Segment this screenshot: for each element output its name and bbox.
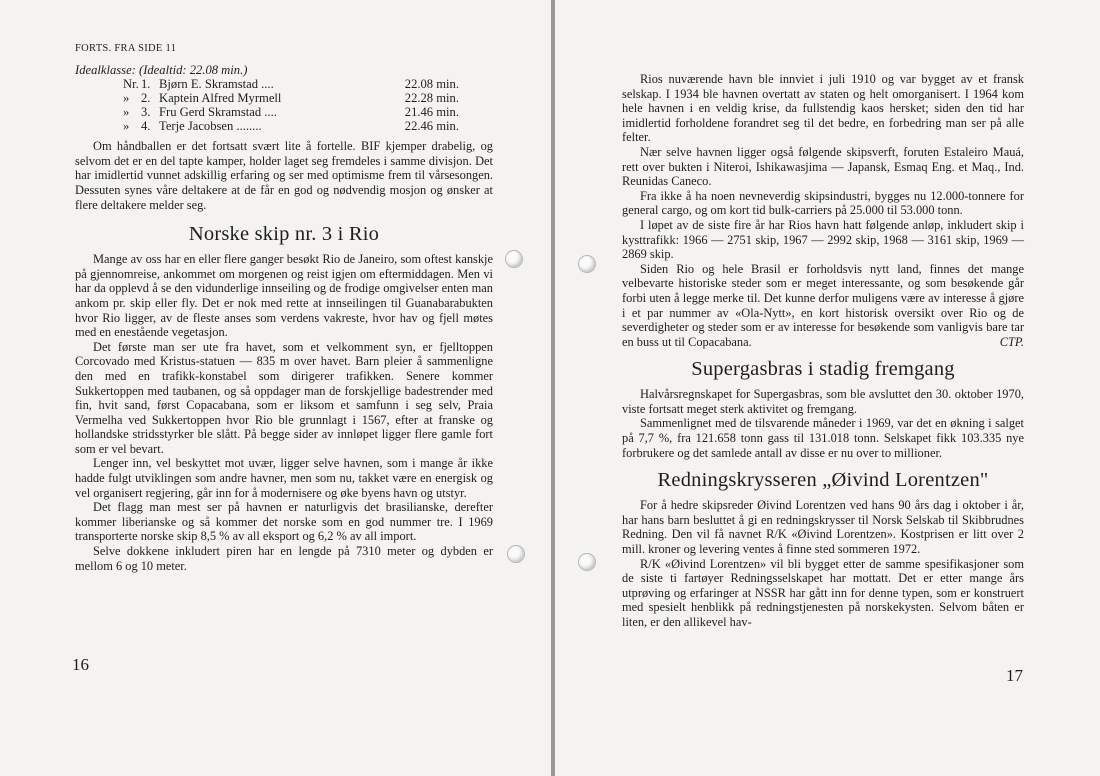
binder-hole [505,250,523,268]
result-time: 21.46 min. [404,105,459,120]
article-paragraph: Selve dokkene inkludert piren har en lengde på 7310 meter og dybden er mellom 6 og 10 meter. [75,544,493,573]
result-time: 22.46 min. [404,119,459,134]
handball-paragraph: Om håndballen er det fortsatt svært lite å fortelle. BIF kjemper drabelig, og selvom det er en del tapte kamper, holder laget seg fremdeles i samme divisjon. Det har imidlertid vunnet adskillig erfaring og ser med optimisme frem til vårsesongen. Dessuten synes våre deltakere at de får en god og nødvendig mosjon og ønsker at flere deltakere melder seg. [75,139,493,212]
article-paragraph: Nær selve havnen ligger også følgende skipsverft, foruten Estaleiro Mauá, rett over bukten i Niteroi, Ishikawasjima — Japansk, Esmaq Eng. et Maq., Ind. Reunidas Caneco. [622,144,1024,189]
result-rank: 1. [141,77,151,92]
result-rank: 3. [141,105,151,120]
article-paragraph: Mange av oss har en eller flere ganger besøkt Rio de Janeiro, som oftest kanskje på gjennomreise, ankommet om morgenen og reist igjen om eftermiddagen. Men vi har da opplevd å se den vidunderlige innseiling og de frodige omgivelser enten man ankom pr. skip eller fly. Det er nok med rette at innseilingen til Guanabarabukten hvor Rio ligger, av de fleste anses som verdens vakreste, hvor hav og fjell møtes med en enestående vegetasjon. [75,252,493,340]
article-paragraph: Rios nuværende havn ble innviet i juli 1910 og var bygget av et fransk selskap. I 1934 ble havnen overtatt av staten og helt omorganisert. I 1964 kom hele havnen i en veldig krise, da fullstendig kaos hersket; siden den tid har imidlertid forholdene forandret seg til det bedre, en forbedring man ser på alle felter. [622,72,1024,145]
result-name: Fru Gerd Skramstad .... [159,105,277,120]
redning-paragraph: For å hedre skipsreder Øivind Lorentzen ved hans 90 års dag i oktober i år, har hans barn besluttet å gi en redningskrysser til Norsk Selskab til Skibbrudnes Redning. Den vil få navnet R/K «Øivind Lorentzen». Kostprisen er litt over 2 mill. kroner og levering ventes å finne sted sommeren 1972. [622,498,1024,557]
supergas-paragraph: Sammenlignet med de tilsvarende måneder i 1969, var det en økning i salget på 7,7 %, fra 121.658 tonn gass til 131.018 tonn. Selskapet fikk 103.335 nye forbrukere og det samlede antall av disse er nu over to millioner. [622,416,1024,460]
table-row [123,77,459,91]
table-row [123,91,459,105]
result-mark: Nr. [123,77,139,92]
article-paragraph: Fra ikke å ha noen nevneverdig skipsindustri, bygges nu 12.000-tonnere for general cargo, og om kort tid bulk-carriers på 25.000 til 53.000 tonn. [622,188,1024,218]
article-paragraph: Lenger inn, vel beskyttet mot uvær, ligger selve havnen, som i mange år ikke hadde fulgt utviklingen som andre havner, men som nu, takket være en energisk og vel organisert regjering, går inn for å modernisere og øke byens havn og utstyr. [75,456,493,500]
article-paragraph: Det flagg man mest ser på havnen er naturligvis det brasilianske, derefter kommer liberianske og så kommer det norske som en god nummer tre. I 1969 transporterte norske skip 8,5 % av all eksport og 6,2 % av all import. [75,500,493,544]
result-time: 22.08 min. [404,77,459,92]
table-row [123,119,459,133]
article-title: Norske skip nr. 3 i Rio [188,223,380,246]
results-table [123,77,459,133]
left-column [75,42,493,573]
result-mark: » [123,105,130,120]
result-name: Bjørn E. Skramstad .... [159,77,274,92]
result-name: Terje Jacobsen ........ [159,119,262,134]
article-paragraph-text: Siden Rio og hele Brasil er forholdsvis nytt land, finnes det mange velbevarte historiske steder som er meget interessante, og som besøkende går forbi uten å legge merke til. Det kunne derfor muligens være av interesse å gjøre i et par nummer av «Ola-Nytt», en kort historisk oversikt over Rio og de severdigheter og steder som er av interesse for besøkende som vanligvis bare tar en buss ut til Copacabana. [622,261,1024,349]
redning-paragraph: R/K «Øivind Lorentzen» vil bli bygget etter de samme spesifikasjoner som de siste ti fartøyer Redningsselskapet har mottatt. Det er etter mange års utprøving og erfaringer at NSSR har gått inn for denne typen, som er konstruert med spesielt henblikk på redningstjenesten på norskekysten. Selvom båten er liten, er den allikevel hav- [622,556,1024,629]
result-rank: 2. [141,91,151,106]
binder-hole [578,255,596,273]
result-name: Kaptein Alfred Myrmell [159,91,282,106]
page-number: 17 [1006,666,1023,685]
supergas-title: Supergasbras i stadig fremgang [691,358,955,381]
table-row [123,105,459,119]
result-rank: 4. [141,119,151,134]
result-time: 22.28 min. [404,91,459,106]
binder-hole [578,553,596,571]
binder-hole [507,545,525,563]
redning-title: Redningskrysseren „Øivind Lorentzen" [657,469,989,492]
result-mark: » [123,91,130,106]
author-signature: CTP. [999,334,1024,349]
article-paragraph: I løpet av de siste fire år har Rios havn hatt følgende anløp, inkludert skip i kysttrafikk: 1966 — 2751 skip, 1967 — 2992 skip, 1968 — 3161 skip, 1969 — 2869 skip. [622,217,1024,262]
result-mark: » [123,119,130,134]
article-paragraph-last [622,262,1024,350]
article-paragraph: Det første man ser ute fra havet, som et velkomment syn, er fjelltoppen Corcovado med Kristus-statuen — 835 m over havet. Barn pleier å sammenligne den med en trafikk-konstabel som dirigerer trafikken. Senere kommer Sukkertoppen med taubanen, og så oppdager man de forskjellige badestrender med fin, hvit sand, først Copacabana, som er liksom et samfunn i seg selv, Praia Vermelha ved Sukkertoppen hvor Rio ble grunnlagt i 1567, efter at franske og hollandske stridsstyrker ble slått. På begge sider av innløpet ligger flere gamle fort som er vel bevart. [75,339,493,456]
results-heading: Idealklasse: (Idealtid: 22.08 min.) [75,62,248,77]
continued-header: FORTS. FRA SIDE 11 [75,43,177,54]
right-column [622,72,1024,630]
page-number: 16 [72,655,89,674]
supergas-paragraph: Halvårsregnskapet for Supergasbras, som ble avsluttet den 30. oktober 1970, viste fortsatt meget sterk aktivitet og fremgang. [622,387,1024,416]
